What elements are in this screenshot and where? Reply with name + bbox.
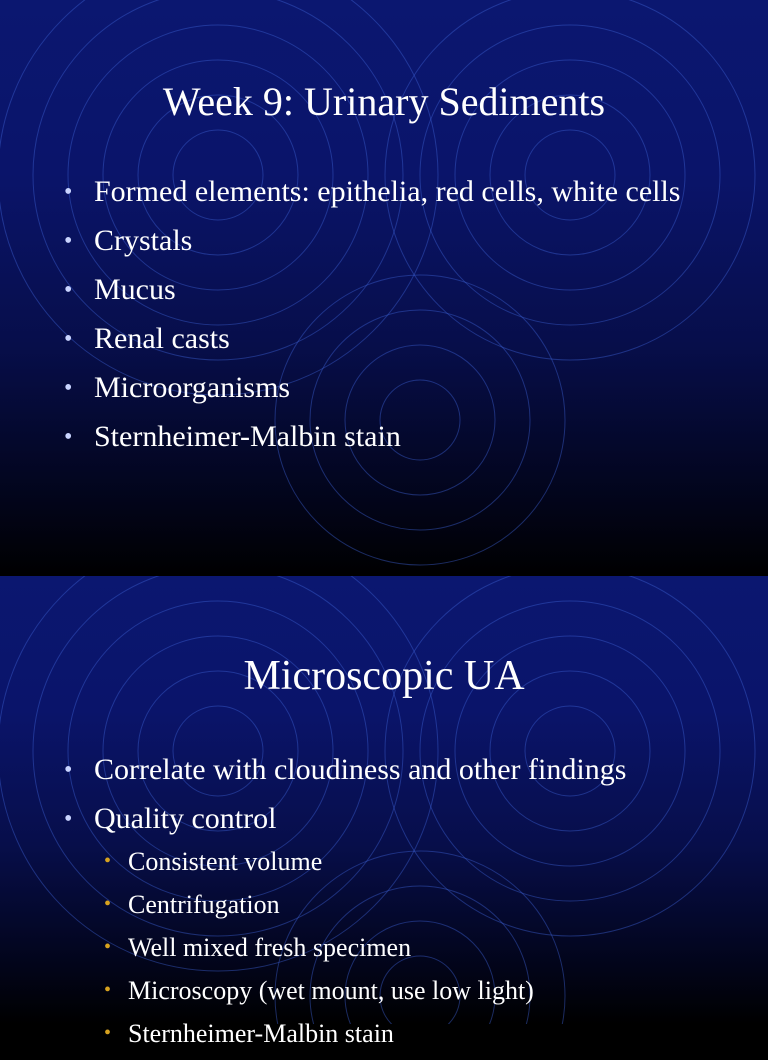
list-item: [64, 368, 704, 408]
bullet-dot-icon: •: [64, 277, 73, 303]
list-item: [64, 172, 704, 212]
bullet-list: [64, 750, 704, 848]
sub-bullet-dot-icon: •: [104, 893, 112, 915]
bullet-text: Correlate with cloudiness and other findings: [94, 753, 627, 786]
sub-bullet-text: Consistent volume: [128, 847, 323, 876]
bullet-dot-icon: •: [64, 375, 73, 401]
bullet-dot-icon: •: [64, 757, 73, 783]
sub-list-item: [64, 974, 744, 1008]
sub-list-item: [64, 931, 744, 965]
bullet-dot-icon: •: [64, 806, 73, 832]
list-item: [64, 750, 704, 790]
bullet-dot-icon: •: [64, 424, 73, 450]
sub-bullet-dot-icon: •: [104, 1022, 112, 1044]
sub-bullet-dot-icon: •: [104, 979, 112, 1001]
bullet-text: Sternheimer-Malbin stain: [94, 420, 401, 453]
sub-bullet-text: Well mixed fresh specimen: [128, 933, 412, 962]
slide-title: Week 9: Urinary Sediments: [162, 79, 606, 124]
sub-bullet-dot-icon: •: [104, 850, 112, 872]
list-item: [64, 799, 704, 839]
bullet-text: Renal casts: [94, 322, 230, 355]
sub-bullet-text: Microscopy (wet mount, use low light): [128, 976, 534, 1005]
list-item: [64, 270, 704, 310]
sub-list-item: [64, 1017, 744, 1051]
sub-list-item: [64, 888, 744, 922]
bullet-dot-icon: •: [64, 228, 73, 254]
bullet-dot-icon: •: [64, 179, 73, 205]
list-item: [64, 221, 704, 261]
bullet-text: Crystals: [94, 224, 193, 257]
slide-title: Microscopic UA: [243, 653, 525, 699]
bullet-text: Quality control: [94, 802, 277, 835]
sub-bullet-text: Sternheimer-Malbin stain: [128, 1019, 394, 1048]
bullet-list: [64, 172, 704, 466]
sub-bullet-dot-icon: •: [104, 936, 112, 958]
bullet-text: Formed elements: epithelia, red cells, white cells: [94, 175, 681, 208]
list-item: [64, 319, 704, 359]
bullet-text: Microorganisms: [94, 371, 291, 404]
sub-bullet-text: Centrifugation: [128, 890, 280, 919]
bullet-dot-icon: •: [64, 326, 73, 352]
sub-bullet-list: [64, 845, 744, 1060]
sub-list-item: [64, 845, 744, 879]
list-item: [64, 417, 704, 457]
bullet-text: Mucus: [94, 273, 176, 306]
